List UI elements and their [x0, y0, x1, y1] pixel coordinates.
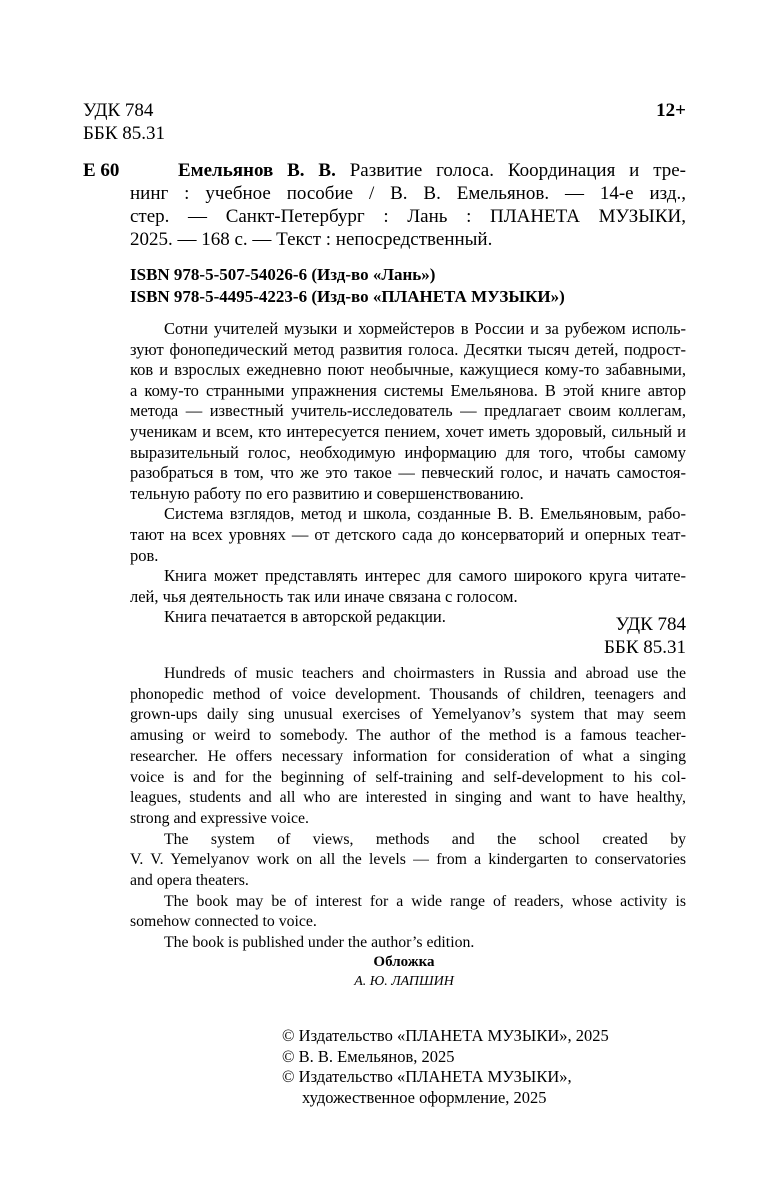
- text-line: somehow connected to voice.: [130, 913, 317, 931]
- copyright-design-cont: художественное оформление, 2025: [302, 1087, 547, 1107]
- text-line: Книга печатается в авторской редакции.: [164, 607, 446, 627]
- text-line: and opera theaters.: [130, 872, 249, 890]
- text-line: researcher. He offers necessary information for consideration of what a singing: [130, 747, 686, 765]
- annotation-udk: УДК 784: [615, 614, 686, 635]
- text-line: лей, чья деятельность так или иначе связана с голосом.: [130, 586, 518, 606]
- text-line: ученикам и всем, кто интересуется пением, хочет иметь здоровый, сильный и: [130, 421, 686, 441]
- text-line: выразительный голос, необходимую информацию для того, чтобы самому: [130, 442, 686, 462]
- age-rating: 12+: [656, 100, 686, 121]
- bibliographic-record-cont: [130, 182, 686, 251]
- text-line: amusing or weird to somebody. The author of the method is a famous teacher-: [130, 727, 686, 745]
- annotation-ru-p3: [130, 566, 686, 607]
- text-line: разобраться в том, что же это такое — певческий голос, и начать самостоя-: [130, 463, 686, 483]
- copyright-author: © В. В. Емельянов, 2025: [282, 1046, 455, 1066]
- annotation-en-p1: [130, 664, 686, 830]
- isbn-block: [130, 264, 565, 308]
- text-line: V. V. Yemelyanov work on all the levels — from a kindergarten to conservatories: [130, 851, 686, 869]
- text-line: The system of views, methods and the school created by: [164, 830, 686, 848]
- annotation-ru-p1: [130, 319, 686, 504]
- text-line: тают на всех уровнях — от детского сада до консерваторий и оперных теат-: [130, 524, 686, 544]
- isbn-planeta: ISBN 978-5-4495-4223-6 (Изд-во «ПЛАНЕТА МУЗЫКИ»): [130, 287, 565, 306]
- copyright-block: [282, 1026, 609, 1108]
- text-line: метода — известный учитель-исследователь — предлагает своим коллегам,: [130, 401, 686, 421]
- cover-label: Обложка: [373, 954, 435, 970]
- text-line: strong and expressive voice.: [130, 809, 309, 827]
- annotation-en: [130, 664, 686, 954]
- biblio-line-2: нинг : учебное пособие / В. В. Емельянов. — 14-е изд.,: [130, 183, 686, 204]
- text-line: тельную работу по его развитию и совершенствованию.: [130, 483, 524, 503]
- text-line: а кому-то странными упражнения системы Емельянова. В этой книге автор: [130, 380, 686, 400]
- header-udk: УДК 784: [83, 100, 154, 121]
- annotation-classification: [604, 613, 686, 659]
- annotation-bbk: ББК 85.31: [604, 637, 686, 658]
- text-line: The book is published under the author’s edition.: [164, 934, 475, 952]
- header-bbk: ББК 85.31: [83, 123, 165, 144]
- copyright-publisher: © Издательство «ПЛАНЕТА МУЗЫКИ», 2025: [282, 1026, 609, 1045]
- biblio-title: Развитие голоса. Координация и тре-: [349, 160, 687, 181]
- annotation-ru-p4: [130, 607, 686, 628]
- text-line: phonopedic method of voice development. Thousands of children, teenagers and: [130, 685, 686, 703]
- text-line: voice is and for the beginning of self-training and self-development to his col-: [130, 768, 686, 786]
- annotation-en-p4: [130, 933, 686, 954]
- text-line: grown-ups daily sing unusual exercises of Yemelyanov’s system that may seem: [130, 706, 686, 724]
- text-line: Hundreds of music teachers and choirmasters in Russia and abroad use the: [164, 665, 686, 682]
- cover-artist: А. Ю. ЛАПШИН: [354, 974, 454, 989]
- biblio-author: Емельянов В. В.: [178, 160, 336, 181]
- annotation-en-p3: [130, 892, 686, 933]
- text-line: ков и взрослых ежедневно поют необычные, кажущиеся кому-то забавными,: [130, 360, 686, 380]
- copyright-design: © Издательство «ПЛАНЕТА МУЗЫКИ»,: [282, 1067, 572, 1086]
- biblio-line-4: 2025. — 168 с. — Текст : непосредственный.: [130, 229, 493, 250]
- text-line: Сотни учителей музыки и хормейстеров в России и за рубежом исполь-: [164, 319, 686, 338]
- text-line: leagues, students and all who are interested in singing and want to have healthy,: [130, 789, 686, 807]
- annotation-ru-p2: [130, 504, 686, 566]
- annotation-en-p2: [130, 830, 686, 892]
- text-line: Система взглядов, метод и школа, созданные В. В. Емельяновым, рабо-: [164, 504, 686, 524]
- author-mark: Е 60: [83, 160, 120, 181]
- text-line: ров.: [130, 545, 159, 565]
- text-line: Книга может представлять интерес для самого широкого круга читате-: [164, 566, 686, 586]
- biblio-line-3: стер. — Санкт-Петербург : Лань : ПЛАНЕТА МУЗЫКИ,: [130, 206, 686, 227]
- text-line: The book may be of interest for a wide range of readers, whose activity is: [164, 892, 686, 910]
- text-line: зуют фонопедический метод развития голоса. Десятки тысяч детей, подрост-: [130, 339, 686, 359]
- isbn-lan: ISBN 978-5-507-54026-6 (Изд-во «Лань»): [130, 265, 436, 284]
- cover-credit: [300, 953, 508, 991]
- annotation-ru: [130, 319, 686, 628]
- bibliographic-record: [178, 159, 686, 182]
- biblio-line-1: [178, 159, 686, 182]
